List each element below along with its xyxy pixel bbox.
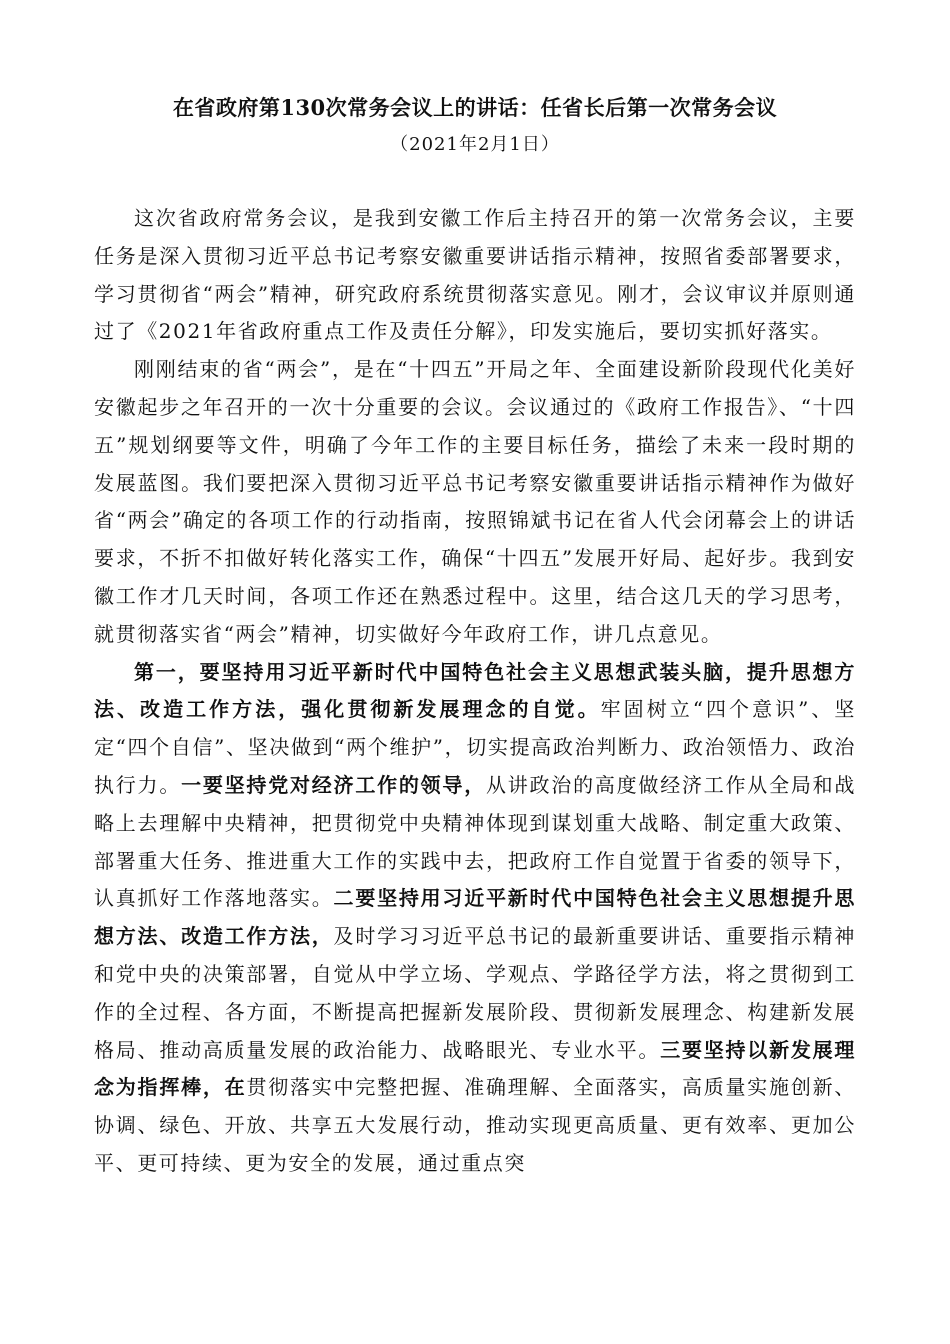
heading-first-point: 第一，要坚持用习近平新时代中国特色社会主义思想武装头脑，提升思想方法、改造工作方法，强化贯彻新发展理念的自觉。 bbox=[94, 659, 856, 722]
subpoint-3-heading: 三要坚持以新发展理念为指挥棒，在 bbox=[94, 1037, 856, 1100]
paragraph-3-text-4: 贯彻落实中完整把握、准确理解、全面落实，高质量实施创新、协调、绿色、开放、共享五大发展行动，推动实现更高质量、更有效率、更加公平、更可持续、更为安全的发展，通过重点突 bbox=[94, 1075, 856, 1175]
document-date: （2021年2月1日） bbox=[390, 134, 560, 155]
paragraph-3-text-1: 牢固树立“四个意识”、坚定“四个自信”、坚决做到“两个维护”，切实提高政治判断力、政治领悟力、政治执行力。 bbox=[94, 697, 857, 797]
paragraph-3-text-2: 从讲政治的高度做经济工作从全局和战略上去理解中央精神，把贯彻党中央精神体现到谋划重大战略、制定重大政策、部署重大任务、推进重大工作的实践中去，把政府工作自觉置于省委的领导下，认真抓好工作落地落实。 bbox=[94, 772, 857, 911]
paragraph-1: 这次省政府常务会议，是我到安徽工作后主持召开的第一次常务会议，主要任务是深入贯彻习近平总书记考察安徽重要讲话指示精神，按照省委部署要求，学习贯彻省“两会”精神，研究政府系统贯彻落实意见。刚才，会议审议并原则通过了《2021年省政府重点工作及责任分解》，印发实施后，要切实抓好落实。 bbox=[94, 206, 856, 344]
paragraph-3-text-3: 及时学习习近平总书记的最新重要讲话、重要指示精神和党中央的决策部署，自觉从中学立场、学观点、学路径学方法，将之贯彻到工作的全过程、各方面，不断提高把握新发展阶段、贯彻新发展理念、构建新发展格局、推动高质量发展的政治能力、战略眼光、专业水平。 bbox=[94, 924, 856, 1062]
subpoint-2-heading: 二要坚持用习近平新时代中国特色社会主义思想提升思想方法、改造工作方法， bbox=[94, 886, 856, 949]
paragraph-2: 刚刚结束的省“两会”，是在“十四五”开局之年、全面建设新阶段现代化美好安徽起步之年召开的一次十分重要的会议。会议通过的《政府工作报告》、“十四五”规划纲要等文件，明确了今年工作的主要目标任务，描绘了未来一段时期的发展蓝图。我们要把深入贯彻习近平总书记考察安徽重要讲话指示精神作为做好省“两会”确定的各项工作的行动指南，按照锦斌书记在省人代会闭幕会上的讲话要求，不折不扣做好转化落实工作，确保“十四五”发展开好局、起好步。我到安徽工作才几天时间，各项工作还在熟悉过程中。这里，结合这几天的学习思考，就贯彻落实省“两会”精神，切实做好今年政府工作，讲几点意见。 bbox=[94, 357, 856, 646]
paragraph-3 bbox=[94, 654, 856, 1183]
subpoint-1-heading: 一要坚持党对经济工作的领导， bbox=[181, 772, 486, 797]
document-title: 在省政府第130次常务会议上的讲话：任省长后第一次常务会议 bbox=[172, 95, 778, 120]
